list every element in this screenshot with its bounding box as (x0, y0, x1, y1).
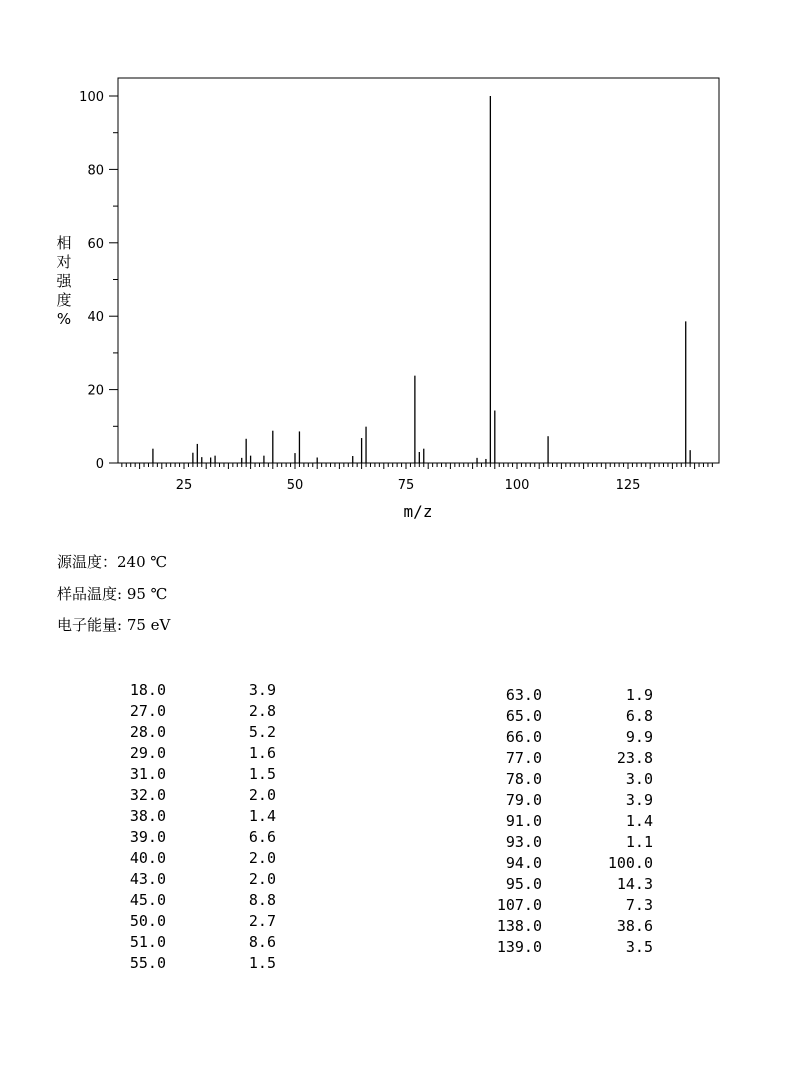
x-axis-label: m/z (403, 502, 433, 521)
peak-row (0, 811, 794, 832)
abundance-value: 2.0 (248, 786, 276, 804)
y-axis-label-char: 强 (56, 272, 72, 290)
peak-row (0, 685, 794, 706)
y-axis (79, 90, 118, 472)
abundance-value: 2.0 (248, 870, 276, 888)
abundance-value: 2.7 (248, 912, 276, 930)
mz-value: 63.0 (505, 686, 542, 704)
abundance-value: 1.5 (248, 765, 276, 783)
abundance-value: 6.6 (248, 828, 276, 846)
x-tick-label: 50 (286, 478, 304, 493)
y-axis-label-char: 对 (56, 253, 72, 271)
mz-value: 77.0 (505, 749, 542, 767)
abundance-value: 1.4 (625, 812, 653, 830)
y-tick-label: 20 (87, 383, 104, 399)
mz-value: 107.0 (496, 896, 542, 914)
abundance-value: 1.9 (625, 686, 653, 704)
peak-row (0, 895, 794, 916)
mz-value: 45.0 (129, 891, 166, 909)
mz-value: 94.0 (505, 854, 542, 872)
peak-row (0, 874, 794, 895)
abundance-value: 1.4 (248, 807, 276, 825)
mz-value: 65.0 (505, 707, 542, 725)
y-tick-label: 80 (87, 163, 104, 179)
y-tick-label: 0 (95, 457, 104, 472)
y-tick-label: 40 (87, 310, 104, 326)
y-tick-label: 60 (87, 236, 104, 252)
x-tick-label: 25 (175, 478, 193, 493)
abundance-value: 1.6 (248, 744, 276, 762)
y-axis-label-char: 度 (56, 291, 72, 309)
mz-value: 28.0 (129, 723, 166, 741)
abundance-value: 1.5 (248, 954, 276, 972)
mz-value: 40.0 (129, 849, 166, 867)
abundance-value: 38.6 (616, 917, 653, 935)
mz-value: 78.0 (505, 770, 542, 788)
mz-value: 51.0 (129, 933, 166, 951)
abundance-value: 2.8 (248, 702, 276, 720)
mz-value: 32.0 (129, 786, 166, 804)
source-temperature: 源温度：240 ℃ (57, 553, 168, 571)
mz-value: 31.0 (129, 765, 166, 783)
abundance-value: 3.0 (625, 770, 653, 788)
peak-row (0, 937, 794, 958)
mz-value: 38.0 (129, 807, 166, 825)
mz-value: 29.0 (129, 744, 166, 762)
x-tick-label: 125 (615, 478, 641, 493)
abundance-value: 2.0 (248, 849, 276, 867)
abundance-value: 6.8 (625, 707, 653, 725)
peak-row (0, 727, 794, 748)
mz-value: 95.0 (505, 875, 542, 893)
abundance-value: 100.0 (607, 854, 653, 872)
peak-row (0, 790, 794, 811)
x-tick-label: 100 (504, 478, 530, 493)
mz-value: 55.0 (129, 954, 166, 972)
mz-value: 27.0 (129, 702, 166, 720)
mz-value: 138.0 (496, 917, 542, 935)
abundance-value: 8.8 (248, 891, 276, 909)
x-tick-label: 75 (397, 478, 415, 493)
abundance-value: 14.3 (616, 875, 653, 893)
abundance-value: 1.1 (625, 833, 653, 851)
abundance-value: 3.9 (625, 791, 653, 809)
mz-value: 66.0 (505, 728, 542, 746)
plot-frame (118, 78, 719, 463)
peak-row (0, 853, 794, 874)
peak-row (0, 832, 794, 853)
mz-value: 50.0 (129, 912, 166, 930)
mz-value: 91.0 (505, 812, 542, 830)
electron-energy: 电子能量: 75 eV (57, 616, 171, 634)
peak-row (0, 769, 794, 790)
mz-value: 93.0 (505, 833, 542, 851)
y-axis-label-char: % (56, 310, 72, 328)
abundance-value: 3.9 (248, 681, 276, 699)
peak-row (0, 706, 794, 727)
abundance-value: 9.9 (625, 728, 653, 746)
mz-value: 43.0 (129, 870, 166, 888)
abundance-value: 5.2 (248, 723, 276, 741)
x-axis (122, 463, 713, 493)
abundance-value: 3.5 (625, 938, 653, 956)
sample-temperature: 样品温度: 95 ℃ (57, 585, 168, 603)
mz-value: 18.0 (129, 681, 166, 699)
abundance-value: 8.6 (248, 933, 276, 951)
peak-row (0, 748, 794, 769)
peak-series (153, 96, 690, 463)
peak-row (0, 916, 794, 937)
y-tick-label: 100 (79, 90, 104, 105)
abundance-value: 7.3 (625, 896, 653, 914)
mz-value: 39.0 (129, 828, 166, 846)
y-axis-label (56, 234, 72, 328)
abundance-value: 23.8 (616, 749, 653, 767)
y-axis-label-char: 相 (56, 234, 72, 252)
mz-value: 79.0 (505, 791, 542, 809)
mz-value: 139.0 (496, 938, 542, 956)
